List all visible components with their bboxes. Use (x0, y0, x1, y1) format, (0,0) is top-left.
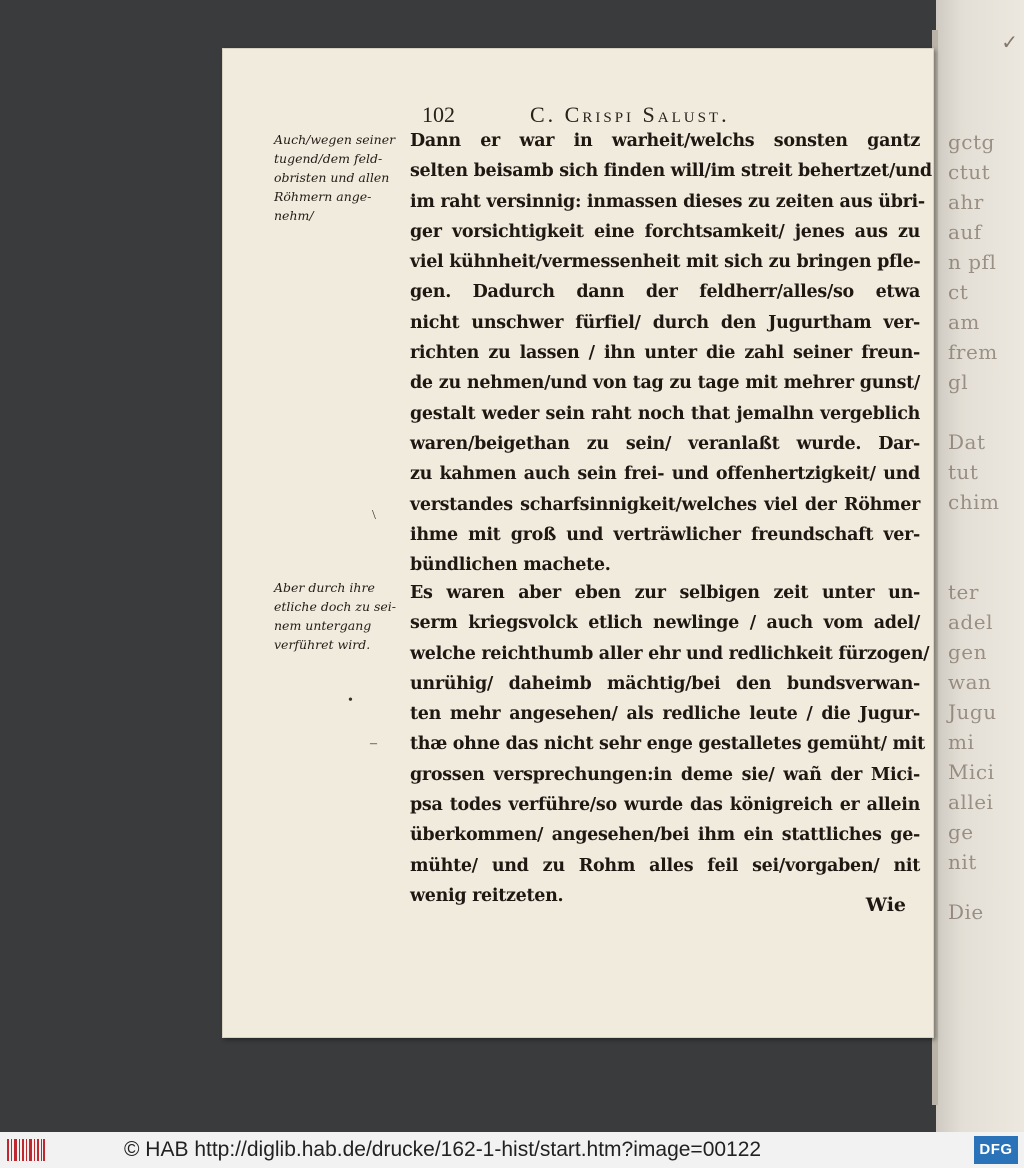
text-line: psa todes verführe/so wurde das königreich er allein (410, 795, 920, 816)
margin-note-line: nem untergang (274, 618, 372, 633)
bleed-through-text: chim (948, 490, 1000, 514)
text-line: ger vorsichtigkeit eine forchtsamkeit/ jenes aus zu (410, 221, 920, 242)
text-line: überkommen/ angesehen/bei ihm ein stattliches ge- (410, 825, 920, 846)
text-line: gen. Dadurch dann der feldherr/alles/so etwa (410, 282, 920, 303)
text-line: grossen versprechungen:in deme sie/ wañ der Mici- (410, 764, 920, 785)
bleed-through-text: ctut (948, 160, 991, 184)
text-line: viel kühnheit/vermessenheit mit sich zu bringen pfle- (410, 252, 921, 273)
margin-note-line: tugend/dem feld- (274, 151, 383, 166)
bleed-through-text: Dat (948, 430, 986, 454)
text-line: ten mehr angesehen/ als redliche leute / die Jugur- (410, 704, 920, 725)
bleed-through-text: gen (948, 640, 988, 664)
text-line: verstandes scharfsinnigkeit/welches viel der Röhmer (410, 494, 920, 515)
bleed-through-text: Die (948, 900, 984, 924)
ink-speck: • (348, 693, 353, 708)
viewer-footer (0, 1132, 1024, 1168)
margin-note-line: nehm/ (274, 208, 314, 223)
bleed-through-text: gl (948, 370, 969, 394)
text-line: thæ ohne das nicht sehr enge gestalletes gemüht/ mit (410, 734, 925, 755)
bleed-through-text: Mici (948, 760, 995, 784)
bleed-through-text: frem (948, 340, 998, 364)
text-line: im raht versinnig: inmassen dieses zu zeiten aus übri- (410, 191, 925, 212)
bleed-through-text: ter (948, 580, 979, 604)
text-line: nicht unschwer fürfiel/ durch den Jugurtham ver- (410, 312, 920, 333)
text-line: waren/beigethan zu sein/ veranlaßt wurde. Dar- (410, 433, 920, 454)
ink-speck: – (370, 736, 377, 751)
next-page-fragment: ✓ (1001, 30, 1018, 54)
margin-note-line: obristen und allen (274, 170, 390, 185)
text-line: bündlichen machete. (410, 555, 611, 576)
margin-note-line: verführet wird. (274, 637, 371, 652)
paragraph (410, 578, 930, 911)
text-line: serm kriegsvolck etlich newlinge / auch vom adel/ (410, 613, 920, 634)
bleed-through-text: ge (948, 820, 974, 844)
source-credit-link[interactable]: © HAB http://diglib.hab.de/drucke/162-1-hist/start.htm?image=00122 (124, 1138, 762, 1161)
text-line: richten zu lassen / ihn unter die zahl seiner freun- (410, 343, 920, 364)
text-line: de zu nehmen/und von tag zu tage mit mehrer gunst/ (410, 373, 920, 394)
text-line: gestalt weder sein raht noch that jemalhn vergeblich (410, 403, 920, 424)
ink-speck: \ (372, 508, 376, 523)
text-line: welche reichthumb aller ehr und redlichkeit fürzogen/ (410, 643, 930, 664)
catchword: Wie (865, 894, 906, 916)
bleed-through-text: adel (948, 610, 993, 634)
bleed-through-text: ahr (948, 190, 984, 214)
bleed-through-text: tut (948, 460, 979, 484)
dfg-logo: DFG (974, 1136, 1018, 1164)
text-line: wenig reitzeten. (410, 885, 564, 906)
text-line: unrühig/ daheimb mächtig/bei den bundsverwan- (410, 673, 920, 694)
text-line: mühte/ und zu Rohm alles feil sei/vorgaben/ nit (410, 855, 920, 876)
book-page (222, 48, 934, 1038)
next-page-edge (936, 0, 1024, 1132)
bleed-through-text: ct (948, 280, 969, 304)
page-number: 102 (422, 102, 455, 127)
margin-note-line: Auch/wegen seiner (274, 132, 396, 147)
margin-note-line: Röhmern ange- (274, 189, 372, 204)
bleed-through-text: allei (948, 790, 994, 814)
bleed-through-text: gctg (948, 130, 995, 154)
bleed-through-text: Jugu (948, 700, 997, 724)
bleed-through-text: am (948, 310, 980, 334)
text-line: selten beisamb sich finden will/im streit behertzet/und (410, 161, 932, 182)
bleed-through-text: n pfl (948, 250, 997, 274)
hab-barcode-logo (6, 1136, 46, 1164)
text-line: ihme mit groß und verträwlicher freundschaft ver- (410, 524, 920, 545)
margin-note (274, 578, 402, 654)
text-line: Dann er war in warheit/welchs sonsten gantz (410, 131, 920, 151)
bleed-through-text: mi (948, 730, 975, 754)
margin-note (274, 130, 402, 225)
bleed-through-text: auf (948, 220, 982, 244)
bleed-through-text: wan (948, 670, 992, 694)
running-title: C. Crispi Salust. (530, 102, 730, 127)
paragraph (410, 126, 932, 580)
margin-note-line: etliche doch zu sei- (274, 599, 397, 614)
bleed-through-text: nit (948, 850, 977, 874)
margin-note-line: Aber durch ihre (274, 580, 375, 595)
text-line: zu kahmen auch sein frei- und offenhertzigkeit/ und (410, 464, 920, 485)
text-line: Es waren aber eben zur selbigen zeit unter un- (410, 583, 920, 603)
